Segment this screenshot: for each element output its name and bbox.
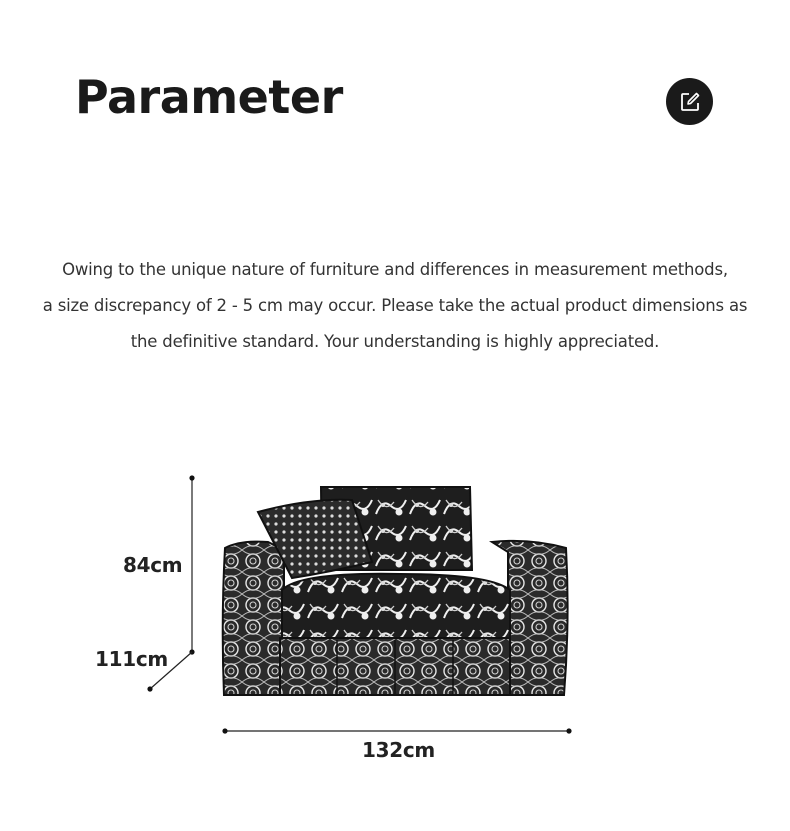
page-title: Parameter <box>75 70 343 124</box>
notice-line-3: the definitive standard. Your understanding is highly appreciated. <box>130 332 660 351</box>
sofa-illustration <box>223 487 568 695</box>
height-dimension-line <box>189 475 194 654</box>
depth-label: 111cm <box>95 647 168 671</box>
notice-line-2: a size discrepancy of 2 - 5 cm may occur. Please take the actual product dimensions as <box>42 296 748 315</box>
notice-line-1: Owing to the unique nature of furniture and differences in measurement methods, <box>62 260 728 279</box>
width-dimension-line <box>222 728 571 733</box>
width-label: 132cm <box>362 738 435 762</box>
height-label: 84cm <box>123 553 183 577</box>
